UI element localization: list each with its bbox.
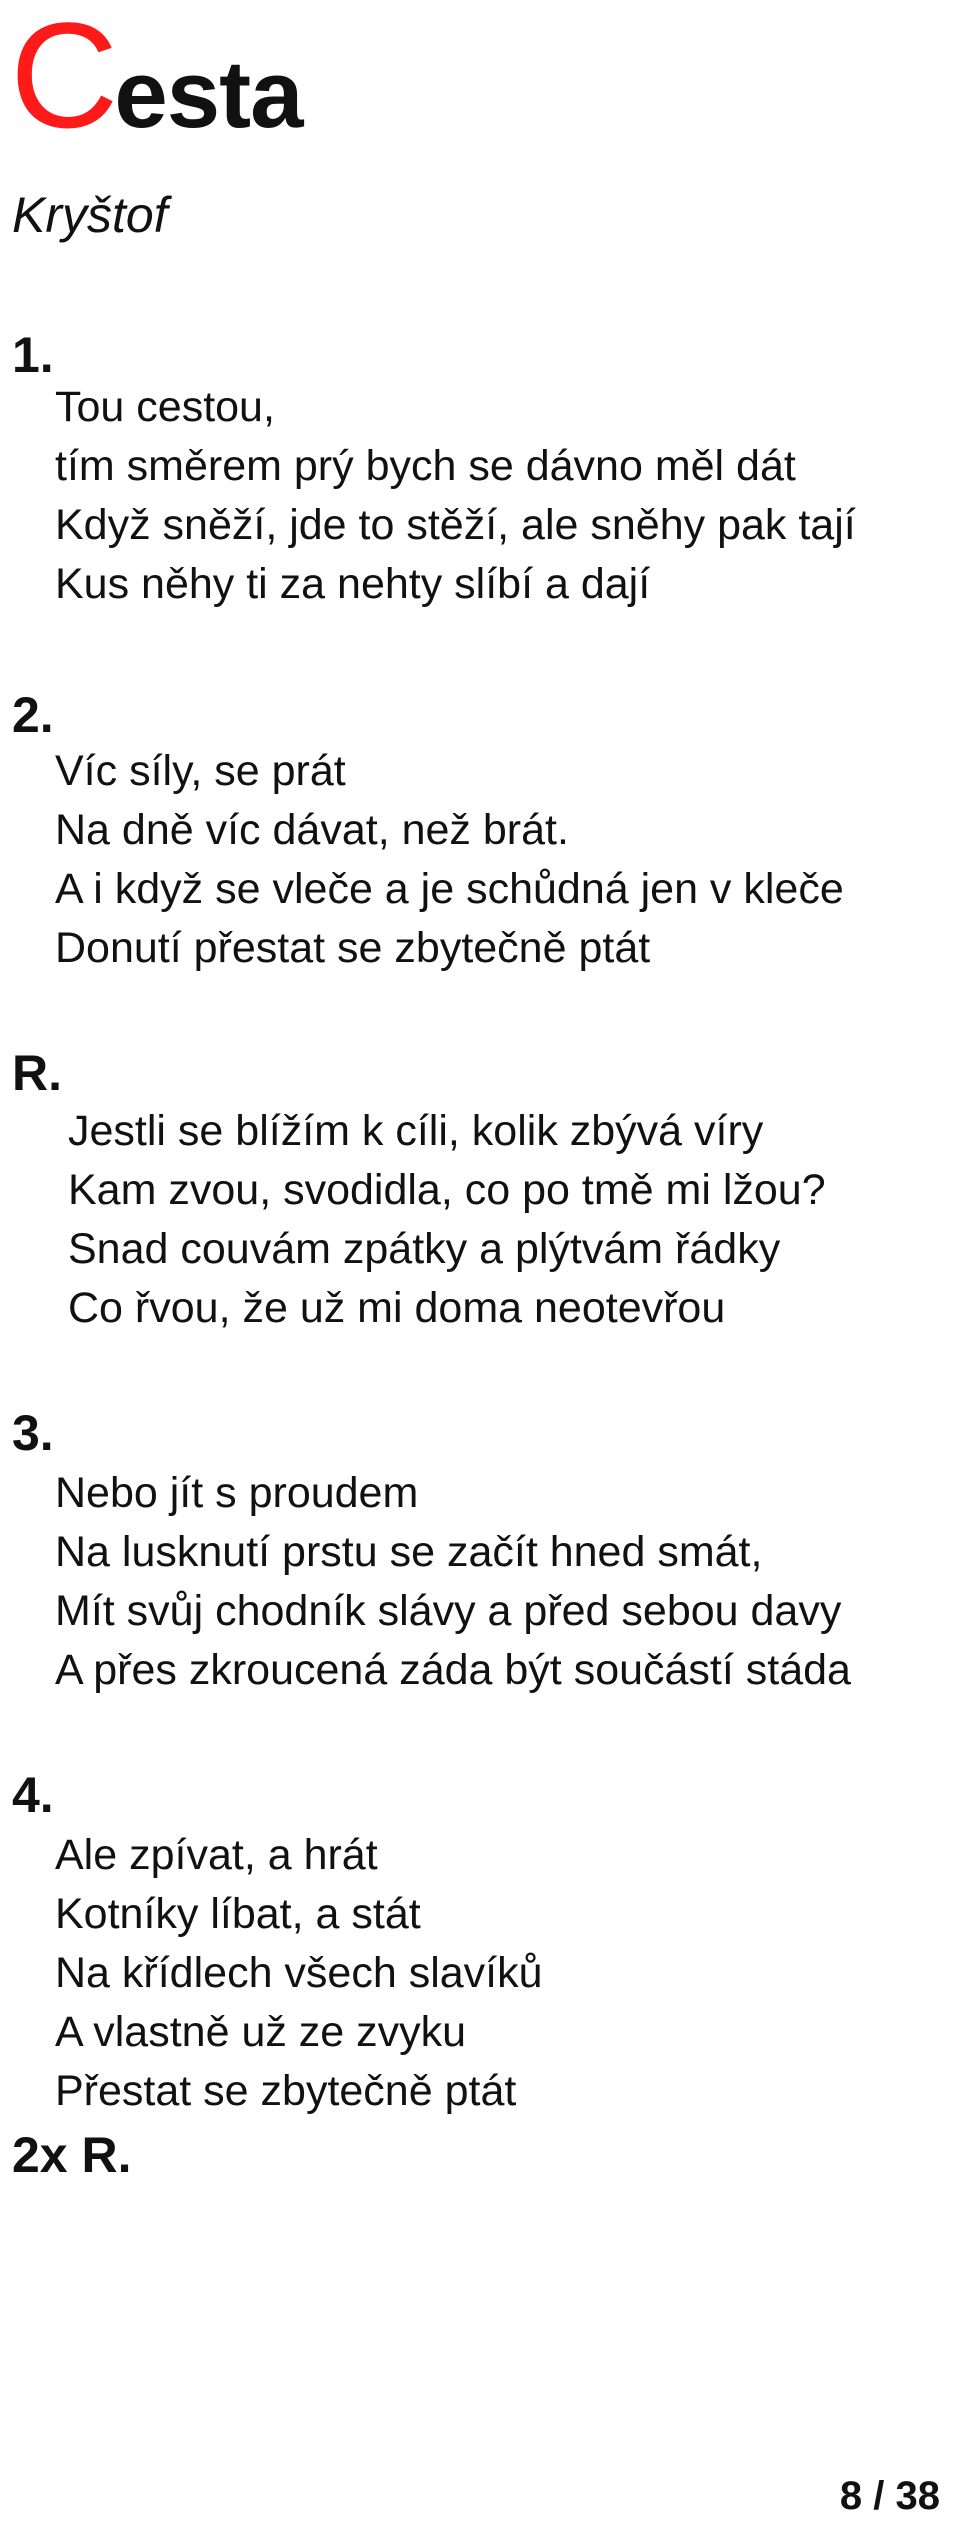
- lyric-line: A přes zkroucená záda být součástí stáda: [55, 1646, 851, 1694]
- song-title-rest: esta: [114, 41, 303, 148]
- lyric-line: A vlastně už ze zvyku: [55, 2008, 467, 2056]
- song-title-initial: C: [10, 0, 115, 159]
- lyric-line: Snad couvám zpátky a plýtvám řádky: [68, 1225, 781, 1273]
- lyric-line: Jestli se blížím k cíli, kolik zbývá víry: [68, 1107, 764, 1155]
- lyric-line: tím směrem prý bych se dávno měl dát: [55, 442, 796, 490]
- lyric-line: Na křídlech všech slavíků: [55, 1949, 543, 1997]
- ending-instruction: 2x R.: [12, 2127, 132, 2183]
- lyric-line: Na dně víc dávat, než brát.: [55, 806, 569, 854]
- refrain-label: R.: [12, 1045, 62, 1101]
- page-number: 8 / 38: [839, 2474, 940, 2518]
- lyric-line: Nebo jít s proudem: [55, 1469, 419, 1517]
- lyric-line: Kam zvou, svodidla, co po tmě mi lžou?: [68, 1166, 826, 1214]
- refrain: [68, 1102, 826, 1338]
- verse-4-label: 4.: [12, 1767, 54, 1823]
- lyric-line: Mít svůj chodník slávy a před sebou davy: [55, 1587, 842, 1635]
- verse-1-label: 1.: [12, 327, 54, 383]
- lyric-line: Víc síly, se prát: [55, 747, 346, 795]
- lyric-line: Když sněží, jde to stěží, ale sněhy pak tají: [55, 501, 856, 549]
- lyric-line: Tou cestou,: [55, 383, 275, 431]
- verse-3-label: 3.: [12, 1405, 54, 1461]
- lyric-line: Co řvou, že už mi doma neotevřou: [68, 1284, 726, 1332]
- song-author: Kryštof: [12, 187, 168, 243]
- lyric-line: Na lusknutí prstu se začít hned smát,: [55, 1528, 763, 1576]
- lyric-line: Kus něhy ti za nehty slíbí a dají: [55, 560, 651, 608]
- song-title: [10, 0, 302, 170]
- lyric-line: Kotníky líbat, a stát: [55, 1890, 421, 1938]
- lyric-line: Ale zpívat, a hrát: [55, 1831, 378, 1879]
- verse-1: [55, 378, 856, 614]
- verse-2-label: 2.: [12, 687, 54, 743]
- lyric-line: A i když se vleče a je schůdná jen v kleče: [55, 865, 844, 913]
- lyric-line: Donutí přestat se zbytečně ptát: [55, 924, 651, 972]
- verse-4: [55, 1826, 543, 2121]
- verse-3: [55, 1464, 851, 1700]
- lyric-line: Přestat se zbytečně ptát: [55, 2067, 517, 2115]
- verse-2: [55, 742, 844, 978]
